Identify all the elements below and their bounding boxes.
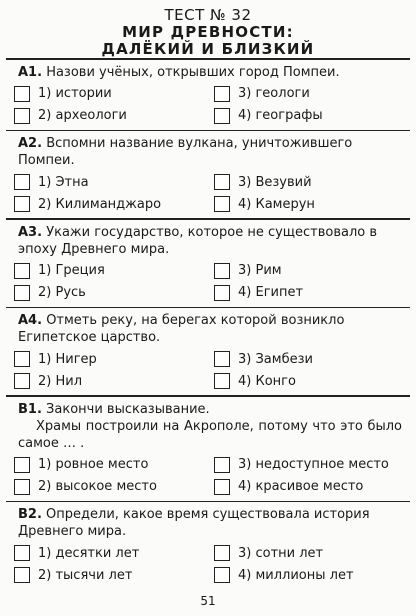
answer-options [14, 173, 402, 213]
question-text: A4. Отметь реку, на берегах которой возникло Египетское царство. [18, 313, 345, 345]
option-3[interactable]: 3) Везувий [214, 173, 394, 191]
test-title: ТЕСТ № 32 [164, 6, 252, 24]
option-2[interactable]: 2) Русь [14, 284, 214, 302]
question-a4 [0, 308, 416, 390]
question-text: A3. Укажи государство, которое не существовало в эпоху Древнего мира. [18, 224, 378, 257]
checkbox[interactable] [214, 351, 230, 367]
subtitle-line-2: ДАЛЁКИЙ И БЛИЗКИЙ [101, 40, 315, 58]
option-2[interactable]: 2) высокое место [14, 478, 214, 496]
question-id: A2. [18, 136, 43, 151]
checkbox[interactable] [214, 108, 230, 124]
option-1[interactable]: 1) Нигер [14, 350, 214, 368]
checkbox[interactable] [214, 545, 230, 561]
option-1[interactable]: 1) истории [14, 85, 214, 103]
option-4[interactable]: 4) географы [214, 107, 394, 125]
subtitle-line-1: МИР ДРЕВНОСТИ: [122, 23, 294, 41]
question-text: B1. Закончи высказывание. [18, 401, 210, 417]
checkbox[interactable] [214, 263, 230, 279]
option-2[interactable]: 2) тысячи лет [14, 566, 214, 584]
answer-options [14, 456, 402, 496]
option-1[interactable]: 1) ровное место [14, 456, 214, 474]
checkbox[interactable] [214, 196, 230, 212]
checkbox[interactable] [14, 457, 30, 473]
checkbox[interactable] [214, 373, 230, 389]
checkbox[interactable] [14, 108, 30, 124]
option-4[interactable]: 4) миллионы лет [214, 566, 394, 584]
option-4[interactable]: 4) красивое место [214, 478, 394, 496]
answer-options [14, 85, 402, 125]
question-a2 [0, 131, 416, 213]
option-3[interactable]: 3) Замбези [214, 350, 394, 368]
page-number: 51 [200, 594, 216, 608]
option-4[interactable]: 4) Камерун [214, 195, 394, 213]
question-b1 [0, 397, 416, 496]
checkbox[interactable] [14, 545, 30, 561]
question-subtext: Храмы построили на Акрополе, потому что это было самое … . [18, 418, 402, 451]
header [0, 6, 416, 58]
checkbox[interactable] [214, 86, 230, 102]
option-3[interactable]: 3) сотни лет [214, 544, 394, 562]
question-id: A4. [18, 313, 43, 328]
option-2[interactable]: 2) Нил [14, 372, 214, 390]
option-3[interactable]: 3) Рим [214, 262, 394, 280]
option-3[interactable]: 3) геологи [214, 85, 394, 103]
option-4[interactable]: 4) Египет [214, 284, 394, 302]
option-1[interactable]: 1) Греция [14, 262, 214, 280]
checkbox[interactable] [14, 479, 30, 495]
option-1[interactable]: 1) Этна [14, 173, 214, 191]
answer-options [14, 350, 402, 390]
checkbox[interactable] [14, 263, 30, 279]
checkbox[interactable] [14, 196, 30, 212]
question-id: A1. [18, 64, 43, 80]
question-a3 [0, 220, 416, 302]
option-2[interactable]: 2) археологи [14, 107, 214, 125]
checkbox[interactable] [14, 351, 30, 367]
answer-options [14, 544, 402, 584]
question-text: B2. Определи, какое время существовала история Древнего мира. [18, 507, 370, 539]
option-2[interactable]: 2) Килиманджаро [14, 195, 214, 213]
question-id: A3. [18, 224, 43, 240]
checkbox[interactable] [14, 567, 30, 583]
checkbox[interactable] [214, 174, 230, 190]
checkbox[interactable] [14, 86, 30, 102]
checkbox[interactable] [14, 373, 30, 389]
question-text: A2. Вспомни название вулкана, уничтожившего Помпеи. [18, 136, 353, 168]
option-3[interactable]: 3) недоступное место [214, 456, 394, 474]
checkbox[interactable] [214, 567, 230, 583]
checkbox[interactable] [214, 457, 230, 473]
checkbox[interactable] [214, 285, 230, 301]
option-4[interactable]: 4) Конго [214, 372, 394, 390]
checkbox[interactable] [14, 285, 30, 301]
question-id: B2. [18, 507, 42, 522]
answer-options [14, 262, 402, 302]
question-text: A1. Назови учёных, открывших город Помпеи. [18, 64, 340, 80]
checkbox[interactable] [14, 174, 30, 190]
question-id: B1. [18, 401, 42, 417]
question-b2 [0, 502, 416, 584]
checkbox[interactable] [214, 479, 230, 495]
option-1[interactable]: 1) десятки лет [14, 544, 214, 562]
question-a1 [0, 60, 416, 125]
